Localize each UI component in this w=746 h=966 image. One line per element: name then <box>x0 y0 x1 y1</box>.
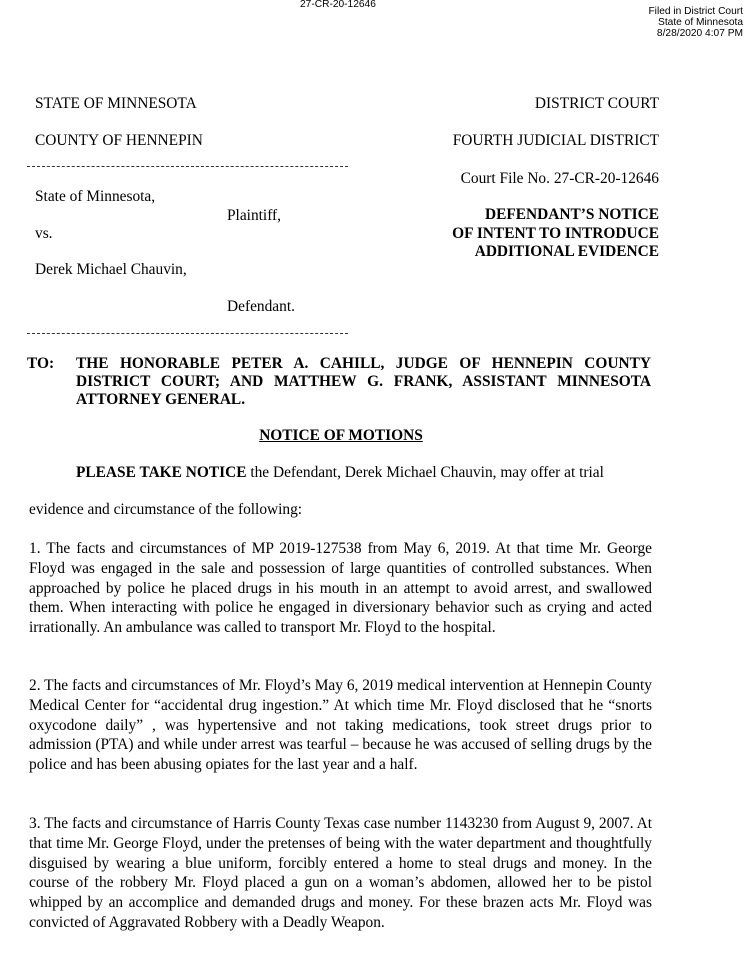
defendant-name: Derek Michael Chauvin, <box>35 261 187 278</box>
evidence-paragraph-3: 3. The facts and circumstance of Harris County Texas case number 1143230 from August 9, 2007. At that time Mr. George Floyd, under the pretenses of being with the water department and thoughtfully disguised by wearing a blue uniform, forcibly entered a home to steal drugs and money. In the course of the robbery Mr. Floyd placed a gun on a woman’s abdomen, allowed her to be pistol whipped by an accomplice and demanded drugs and money. For these brazen acts Mr. Floyd was convicted of Aggravated Robbery with a Deadly Weapon. <box>29 815 652 931</box>
plaintiff-role: Plaintiff, <box>227 207 282 224</box>
addressee-text: THE HONORABLE PETER A. CAHILL, JUDGE OF HENNEPIN COUNTY DISTRICT COURT; AND MATTHEW G. FRANK, ASSISTANT MINNESOTA ATTORNEY GENERAL. <box>76 355 651 408</box>
filed-stamp-line: State of Minnesota <box>658 17 743 28</box>
evidence-paragraph-1: 1. The facts and circumstances of MP 2019-127538 from May 6, 2019. At that time Mr. George Floyd was engaged in the sale and possession of large quantities of controlled substances. When approached by police he placed drugs in his mouth in an attempt to avoid arrest, and swallowed them. When interacting with police he engaged in diversionary behavior such as crying and acted irrationally. An ambulance was called to transport Mr. Floyd to the hospital. <box>29 540 652 637</box>
intro-continuation: evidence and circumstance of the following: <box>29 501 303 518</box>
intro-notice-phrase: PLEASE TAKE NOTICE <box>76 464 247 481</box>
caption-divider-top <box>27 166 348 167</box>
notice-title-line: ADDITIONAL EVIDENCE <box>474 243 659 260</box>
notice-title <box>452 206 659 262</box>
court-label: DISTRICT COURT <box>534 95 659 112</box>
to-label: TO: <box>27 355 55 372</box>
filed-stamp-line: 8/28/2020 4:07 PM <box>656 28 743 39</box>
versus-label: vs. <box>35 225 53 242</box>
plaintiff-name: State of Minnesota, <box>35 188 156 205</box>
filed-stamp <box>648 6 743 39</box>
defendant-role: Defendant. <box>227 298 295 315</box>
intro-rest: the Defendant, Derek Michael Chauvin, may offer at trial <box>246 464 604 481</box>
caption-divider-bottom <box>27 333 348 334</box>
county-label: COUNTY OF HENNEPIN <box>35 132 203 149</box>
intro-line <box>76 464 604 482</box>
top-file-number: 27-CR-20-12646 <box>300 0 376 10</box>
state-label: STATE OF MINNESOTA <box>35 95 197 112</box>
section-heading: NOTICE OF MOTIONS <box>259 427 423 444</box>
filed-stamp-line: Filed in District Court <box>648 6 743 17</box>
notice-title-line: DEFENDANT’S NOTICE <box>484 206 659 223</box>
evidence-paragraph-2: 2. The facts and circumstances of Mr. Floyd’s May 6, 2019 medical intervention at Hennepin County Medical Center for “accidental drug ingestion.” At which time Mr. Floyd disclosed that he “snorts oxycodone daily” , was hypertensive and not taking medications, took street drugs prior to admission (PTA) and while under arrest was tearful – because he was accused of selling drugs by the police and has been abusing opiates for the last year and a half. <box>29 677 652 774</box>
notice-title-line: OF INTENT TO INTRODUCE <box>452 224 659 242</box>
district-label: FOURTH JUDICIAL DISTRICT <box>452 132 659 149</box>
court-file-number: Court File No. 27-CR-20-12646 <box>460 170 659 187</box>
